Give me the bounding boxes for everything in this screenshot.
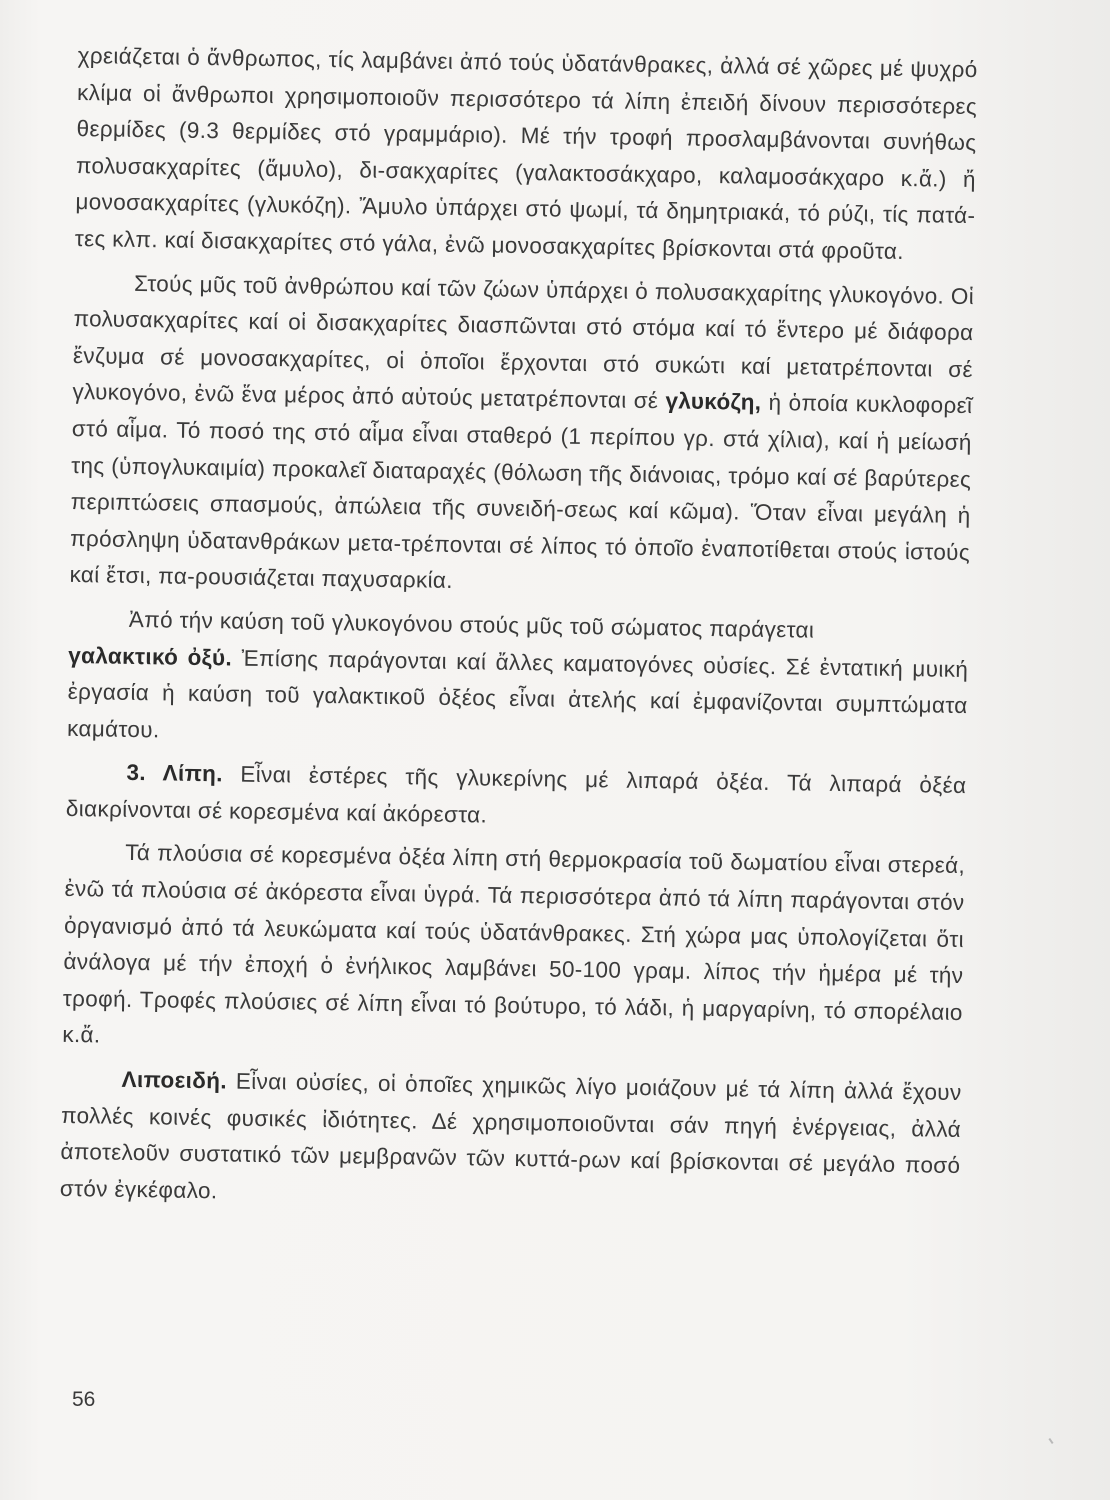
term-lactic-acid: γαλακτικό ὀξύ.	[68, 642, 233, 670]
term-glucose: γλυκόζη,	[665, 388, 762, 416]
paragraph-text-after: ἡ ὁποία κυκλοφορεῖ στό αἷμα. Τό ποσό της στό αἷμα εἶναι σταθερό (1 περίπου γρ. στά χίλια), καί ἡ μείωσή της (ὑπογλυκαιμία) προκαλεῖ διαταραχές (θόλωση τῆς διάνοιας, τρόμο καί σέ βαρύτερες περιπτώσεις σπασμούς, ἀπώλεια τῆς συνειδή-σεως καί κῶμα). Ὅταν εἶναι μεγάλη ἡ πρόσληψη ὑδατανθράκων μετα-τρέπονται σέ λίπος τό ὁποῖο ἐναποτίθεται στούς ἱστούς καί ἔτσι, πα-ρουσιάζεται παχυσαρκία.	[69, 390, 973, 594]
paragraph-carbohydrate-intake	[75, 38, 978, 272]
paragraph-saturated-fats	[62, 834, 965, 1068]
paragraph-text-after: Εἶναι οὐσίες, οἱ ὁποῖες χημικῶς λίγο μοιάζουν μέ τά λίπη ἀλλά ἔχουν πολλές κοινές φυσικές ἰδιότητες. Δέ χρησιμοποιοῦνται σάν πηγή ἐνέργειας, ἀλλά ἀποτελοῦν συστατικό τῶν μεμβρανῶν τῶν κυττά-ρων καί βρίσκονται σέ μεγάλο ποσό στόν ἐγκέφαλο.	[59, 1068, 962, 1204]
paragraph-text-after: Εἶναι ἐστέρες τῆς γλυκερίνης μέ λιπαρά ὀξέα. Τά λιπαρά ὀξέα διακρίνονται σέ κορεσμένα καί ἀκόρεστα.	[65, 761, 967, 828]
paragraph-lactic-acid	[67, 601, 969, 761]
paragraph-text: Στούς μῦς τοῦ ἀνθρώπου καί τῶν ζώων ὑπάρχει ὁ πολυσακχαρίτης γλυκογόνο. Οἱ πολυσακχαρίτες καί οἱ δισακχαρίτες διασπῶνται στό στόμα καί τό ἔντερο μέ διάφορα ἔνζυμα σέ μονοσακχαρίτες, οἱ ὁποῖοι ἔρχονται στό συκώτι καί μετατρέπονται σέ γλυκογόνο, ἐνῶ ἕνα μέρος ἀπό αὐτούς μετατρέπονται σέ	[72, 270, 975, 414]
paragraph-text-after: Ἐπίσης παράγονται καί ἄλλες καματογόνες οὐσίες. Σέ ἐντατική μυική ἐργασία ἡ καύση τοῦ γαλακτικοῦ ὀξέος εἶναι ἀτελής καί ἐμφανίζονται συμπτώματα καμάτου.	[66, 645, 969, 743]
paragraph-lipoids	[60, 1061, 962, 1221]
paragraph-fats-heading	[66, 754, 967, 841]
page-number: 56	[72, 1388, 96, 1411]
paragraph-glycogen	[69, 265, 974, 608]
paragraph-text: χρειάζεται ὁ ἄνθρωπος, τίς λαμβάνει ἀπό τούς ὑδατάνθρακες, ἀλλά σέ χῶρες μέ ψυχρό κλίμα οἱ ἄνθρωποι χρησιμοποιοῦν περισσότερο τά λίπη ἐπειδή δίνουν περισσότερες θερμίδες (9.3 θερμίδες στό γραμμάριο). Μέ τήν τροφή προσλαμβάνονται συνήθως πολυσακχαρίτες (ἄμυλο), δι-σακχαρίτες (γαλακτοσάκχαρο, καλαμοσάκχαρο κ.ἄ.) ἤ μονοσακχαρίτες (γλυκόζη). Ἄμυλο ὑπάρχει στό ψωμί, τά δημητριακά, τό ρύζι, τίς πατά-τες κλπ. καί δισακχαρίτες στό γάλα, ἐνῶ μονοσακχαρίτες βρίσκονται στά φροῦτα.	[74, 42, 978, 264]
section-heading-fats: 3. Λίπη.	[126, 760, 224, 787]
scan-speck	[1048, 1438, 1053, 1444]
paragraph-text: Τά πλούσια σέ κορεσμένα ὀξέα λίπη στή θερμοκρασία τοῦ δωματίου εἶναι στερεά, ἐνῶ τά πλούσια σέ ἀκόρεστα εἶναι ὑγρά. Τά περισσότερα ἀπό τά λίπη παράγονται στόν ὀργανισμό ἀπό τά λευκώματα καί τούς ὑδατάνθρακες. Στή χώρα μας ὑπολογίζεται ὅτι ἀνάλογα μέ τήν ἐποχή ὁ ἐνήλικος λαμβάνει 50-100 γραμ. λίπος τήν ἡμέρα μέ τήν τροφή. Τροφές πλούσιες σέ λίπη εἶναι τό βούτυρο, τό λάδι, ἡ μαργαρίνη, τό σπορέλαιο κ.ἄ.	[62, 840, 966, 1048]
paragraph-text: Ἀπό τήν καύση τοῦ γλυκογόνου στούς μῦς τοῦ σώματος παράγεται	[128, 606, 815, 643]
section-heading-lipoids: Λιποειδή.	[121, 1066, 228, 1094]
body-text	[60, 38, 978, 1221]
